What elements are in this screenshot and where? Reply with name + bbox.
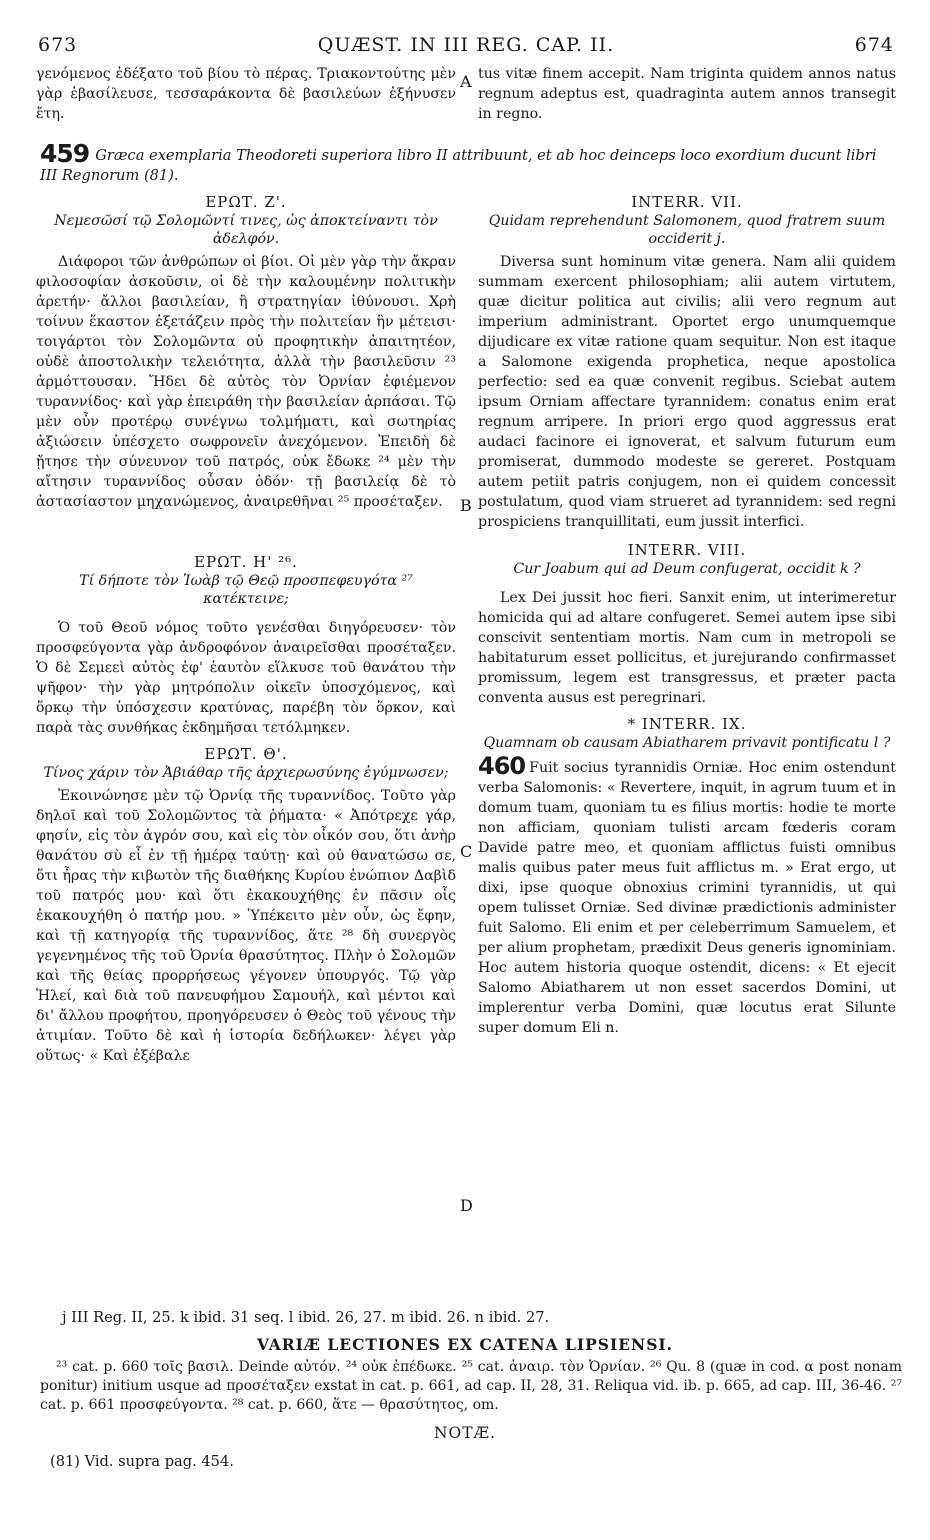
question-9-latin-title: Quamnam ob causam Abiatharem privavit pontificatu l ? [483, 735, 891, 751]
question-8-greek-title: Τί δήποτε τὸν Ἰωὰβ τῷ Θεῷ προσπεφευγότα ²⁷ κατέκτεινε; [79, 573, 413, 607]
scripture-footnotes: j III Reg. II, 25. k ibid. 31 seq. l ibid. 26, 27. m ibid. 26. n ibid. 27. [62, 1309, 550, 1326]
question-8-greek-text: Ὁ τοῦ Θεοῦ νόμος τοῦτο γενέσθαι διηγόρευσεν· τὸν προσφεύγοντα γὰρ ἀνδροφόνον ἀναιρεῖσθαι προσέταξεν. Ὁ δὲ Σεμεεὶ αὐτὸς ἐφ' ἑαυτὸν εἵλκυσε τοῦ θανάτου τὴν ψῆφον· τὴν γὰρ μητρόπολιν οἰκεῖν ὑποσχόμενος, καὶ ὅρκῳ τὴν ὑπόσχεσιν κρατύνας, παρέβη τὸν ὅρκον, καὶ παρὰ τὰς συνθήκας ἐκδημῆσαι τετόλμηκεν. [36, 620, 456, 736]
column-number-459: 459 [40, 139, 90, 168]
running-header [38, 34, 894, 60]
question-7-greek-text: Διάφοροι τῶν ἀνθρώπων οἱ βίοι. Οἱ μὲν γὰρ τὴν ἄκραν φιλοσοφίαν ἀσκοῦσιν, οἱ δὲ τὴν καλουμένην πολιτικὴν ἀρετήν· ἄλλοι βασιλείαν, ἢ στρατηγίαν ἰθύνουσι. Χρὴ τοίνυν ἕκαστον ἐξετάζειν πρὸς τὴν πολιτείαν ἣν μέτεισι· τοιγάρτοι τὸν Σολομῶντα οὐ προφητικὴν ἀπαιτητέον, οὐδὲ ἀποστολικὴν τελειότητα, ἀλλὰ τὴν βασιλεῦσιν ²³ ἁρμόττουσαν. Ἤδει δὲ αὐτὸς τὸν Ὀρνίαν ἐφιέμενον τυραννίδος· καὶ γὰρ ἐπειράθη τὴν βασιλείαν ἁρπάσαι. Τῷ μὲν οὖν προτέρῳ συνέγνω τολμήματι, καὶ σωτηρίας ἀξιώσειν ὑπέσχετο σωφρονεῖν ἀνεχόμενον. Ἐπειδὴ δὲ ᾔτησε τὴν σύνευνον τοῦ πατρός, οὐκ ἔδωκε ²⁴ μὲν τὴν αἴτησιν τυραννίδος οὖσαν ὁδόν· τῇ βασιλείᾳ δὲ τὸ ἀστασίαστον μηχανώμενος, ἀναιρεθῆναι ²⁵ προσέταξεν. [36, 254, 456, 510]
margin-marker-d: D [460, 1196, 473, 1215]
notae-item: (81) Vid. supra pag. 454. [50, 1453, 234, 1470]
notae-title: NOTÆ. [433, 1424, 497, 1442]
question-9-latin-heading: * INTERR. IX. [627, 715, 747, 733]
greek-column [36, 192, 456, 1066]
note-459: 459 Græca exemplaria Theodoreti superiora libro II attribuunt, et ab hoc deinceps loco exordium ducunt libri III Regnorum (81). [40, 139, 877, 184]
margin-marker-b: B [460, 496, 472, 515]
question-9-greek-text: Ἐκοινώνησε μὲν τῷ Ὀρνίᾳ τῆς τυραννίδος. Τοῦτο γὰρ δηλοῖ καὶ τοῦ Σολομῶντος τὰ ῥήματα· « Ἀπότρεχε γάρ, φησίν, εἰς τὸν ἀγρόν σου, καὶ εἰς τὸν οἶκόν σου, ὅτι ἀνὴρ θανάτου σὺ εἶ ἐν τῇ ἡμέρᾳ ταύτῃ· καὶ οὐ θανατώσω σε, ὅτι ἦρας τὴν κιβωτὸν τῆς διαθήκης Κυρίου ἐνώπιον Δαβὶδ τοῦ πατρός μου· καὶ ὅτι ἐκακουχήθης ἐν πᾶσιν οἷς ἐκακουχήθη ὁ πατήρ μου. » Ὑπέκειτο μὲν οὖν, ὡς ἔφην, καὶ τῇ κατηγορίᾳ τῆς τυραννίδος, ἅτε ²⁸ δὴ συνεργὸς γεγενημένος τῆς τοῦ Ὀρνία θρασύτητος. Πλὴν ὁ Σολομῶν καὶ τῆς θείας προρρήσεως γέγονεν ὑπουργός. Τῷ γὰρ Ἡλεί, καὶ διὰ τοῦ πανευφήμου Σαμουήλ, καὶ μέντοι καὶ δι' ἄλλου προφήτου, προηγόρευσεν ὁ Θεὸς τοῦ γένους τὴν ἀτιμίαν. Τοῦτο δὲ καὶ ἡ ἱστορία δεδήλωκεν· λέγει γὰρ οὕτως· « Καὶ ἐξέβαλε [36, 788, 456, 1064]
question-8-latin-heading: INTERR. VIII. [627, 541, 747, 559]
running-title: QUÆST. IN III REG. CAP. II. [317, 34, 615, 56]
question-7-latin-heading: INTERR. VII. [631, 193, 743, 211]
column-number-460: 460 [478, 752, 526, 780]
question-7-latin-title: Quidam reprehendunt Salomonem, quod fratrem suum occiderit j. [488, 213, 886, 247]
question-9-greek-heading: ΕΡΩΤ. Θ'. [204, 745, 288, 763]
varia-title: VARIÆ LECTIONES EX CATENA LIPSIENSI. [256, 1335, 674, 1354]
varia-text: ²³ cat. p. 660 τοῖς βασιλ. Deinde αὐτόν. ²⁴ οὐκ ἐπέδωκε. ²⁵ cat. ἀναιρ. τὸν Ὀρνίαν. ²⁶ Qu. 8 (quæ in cod. α post nonam ponitur) initium usque ad προσέταξεν exstat in cat. p. 661, ad cap. II, 28, 31. Reliqua vid. ib. p. 665, ad cap. III, 36-46. ²⁷ cat. p. 661 προσφεύγοντα. ²⁸ cat. p. 660, ἅτε — θρασύτητος, om. [40, 1359, 902, 1413]
intro-latin: tus vitæ finem accepit. Nam triginta quidem annos natus regnum adeptus est, quadraginta autem annos transegit in regno. [478, 66, 896, 122]
question-9-greek-title: Τίνος χάριν τὸν Ἀβιάθαρ τῆς ἀρχιερωσύνης ἐγύμνωσεν; [43, 765, 449, 781]
intro-greek: γενόμενος ἐδέξατο τοῦ βίου τὸ πέρας. Τριακοντούτης μὲν γὰρ ἐβασίλευσε, τεσσαράκοντα δὲ βασιλεύων ἐξήνυσεν ἔτη. [36, 66, 456, 122]
question-7-greek-heading: ΕΡΩΤ. Ζ'. [205, 193, 287, 211]
question-8-latin-text: Lex Dei jussit hoc fieri. Sanxit enim, ut interimeretur homicida qui ad altare confugeret. Semei autem ipse sibi conscivit sententiam mortis. Nam cum in metropoli se habitaturum esset pollicitus, et jurejurando confirmasset promissum, legem est transgressus, et præter pacta conventa ausus est peregrinari. [478, 590, 896, 706]
page-number-left: 673 [38, 34, 78, 56]
question-9-latin-text: 460 Fuit socius tyrannidis Orniæ. Hoc enim ostendunt verba Salomonis: « Revertere, inquit, in agrum tuum et in domum tuam, quoniam tu es filius mortis: hodie te morte non afficiam, quoniam tulisti arcam fœderis coram Davide patre meo, et quoniam afflictus fuisti omnibus malis quibus pater meus fuit afflictus m. » Erat ergo, ut dixi, ipse quoque obnoxius crimini tyrannidis, ut qui opem tulisset Orniæ. Sed divinæ prædictionis administer fuit Salomo. Eli enim et per celeberrimum Samuelem, et per alium prophetam, prædixit Deus generis ignominiam. Hoc autem historia quoque ostendit, dicens: « Et ejecit Salomo Abiatharem ut non esset sacerdos Domini, ut implerentur verba Domini, quæ locutus erat Silunte super domum Eli n. [478, 752, 896, 1036]
question-7-greek-title: Νεμεσῶσί τῷ Σολομῶντί τινες, ὡς ἀποκτείναντι τὸν ἀδελφόν. [54, 213, 438, 247]
page-number-right: 674 [854, 34, 894, 56]
latin-column [478, 192, 896, 1038]
question-7-latin-text: Diversa sunt hominum vitæ genera. Nam alii quidem summam exercent philosophiam; alii autem virtutem, quæ dicitur politica aut civilis; alii vero regnum aut imperium administrant. Oportet ergo unumquemque dijudicare ex vitæ ratione quam sequitur. Non est itaque a Salomone exigenda prophetica, neque apostolica perfectio: sed ea quæ convenit regibus. Sciebat autem ipsum Orniam affectare tyrannidem: conatus enim erat regnum arripere. In priori ergo quod aggressus erat audaci facinore ei ignoverat, et salvum futurum eum promiserat, dummodo modeste se gereret. Postquam autem petiit patris conjugem, non ei quidem concessit postulatum, quod viam strueret ad tyrannidem: sed regni prospiciens tranquillitati, eum jussit interfici. [478, 254, 896, 530]
question-8-greek-heading: ΕΡΩΤ. Η' ²⁶. [194, 553, 298, 571]
margin-marker-a: A [460, 72, 472, 91]
question-8-latin-title: Cur Joabum qui ad Deum confugerat, occidit k ? [513, 561, 861, 577]
margin-marker-c: C [460, 842, 473, 861]
